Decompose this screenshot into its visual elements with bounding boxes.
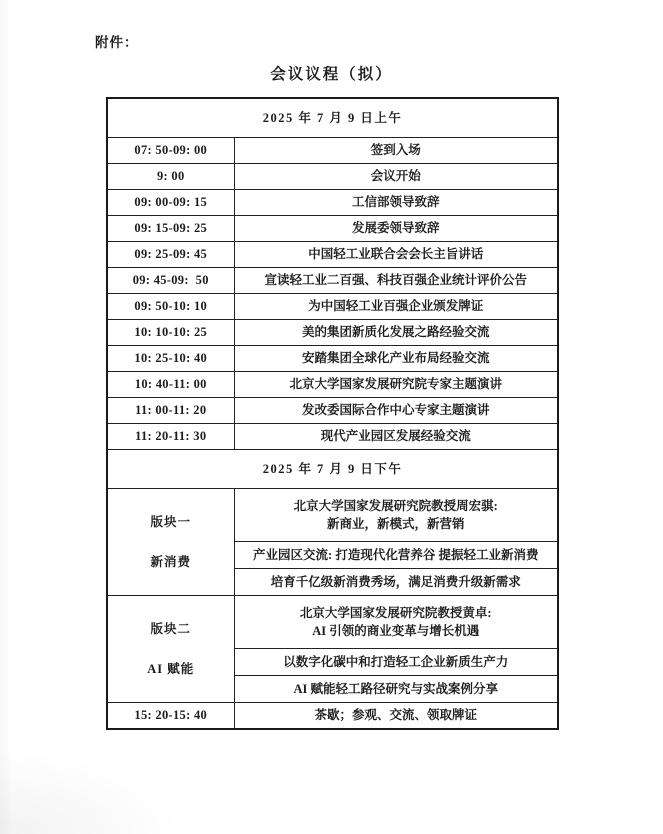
table-row (107, 294, 558, 320)
time-cell: 10: 40-11: 00 (107, 372, 234, 398)
table-row (107, 596, 558, 649)
time-cell: 10: 25-10: 40 (107, 346, 234, 372)
time-cell: 11: 20-11: 30 (107, 424, 234, 450)
event-cell (234, 596, 558, 649)
document-body (106, 62, 557, 730)
event-cell: AI 赋能轻工路径研究与实战案例分享 (234, 676, 558, 703)
time-cell: 9: 00 (107, 164, 234, 190)
event-line2: 新商业，新模式，新营销 (327, 517, 465, 531)
table-row (107, 320, 558, 346)
table-row (107, 164, 558, 190)
agenda-table (106, 97, 559, 730)
event-cell: 会议开始 (234, 164, 558, 190)
time-cell: 09: 00-09: 15 (107, 190, 234, 216)
event-cell: 宣读轻工业二百强、科技百强企业统计评价公告 (234, 268, 558, 294)
table-row (107, 703, 558, 730)
event-cell: 发改委国际合作中心专家主题演讲 (234, 398, 558, 424)
time-cell: 15: 20-15: 40 (107, 703, 234, 730)
section-label-bottom: AI 赋能 (147, 662, 195, 676)
event-line1: 北京大学国家发展研究院教授周宏骐: (293, 498, 498, 513)
event-line1: 北京大学国家发展研究院教授黄卓: (299, 605, 492, 620)
table-row (107, 424, 558, 450)
table-row (107, 242, 558, 268)
table-row (107, 268, 558, 294)
section-label-bottom: 新消费 (150, 555, 191, 569)
morning-header: 2025 年 7 月 9 日上午 (107, 98, 558, 138)
section-label-cell (107, 596, 234, 703)
event-cell (234, 489, 558, 542)
event-cell: 为中国轻工业百强企业颁发牌证 (234, 294, 558, 320)
section-label-top: 版块二 (150, 621, 191, 636)
attachment-label: 附件： (95, 35, 139, 50)
table-row (107, 398, 558, 424)
time-cell: 11: 00-11: 20 (107, 398, 234, 424)
time-cell: 09: 45-09: 50 (107, 268, 234, 294)
event-cell: 发展委领导致辞 (234, 216, 558, 242)
event-cell: 工信部领导致辞 (234, 190, 558, 216)
time-cell: 07: 50-09: 00 (107, 138, 234, 164)
event-cell: 产业园区交流: 打造现代化营养谷 提振轻工业新消费 (234, 542, 558, 569)
table-row (107, 138, 558, 164)
time-cell: 09: 50-10: 10 (107, 294, 234, 320)
time-cell: 09: 15-09: 25 (107, 216, 234, 242)
event-cell: 美的集团新质化发展之路经验交流 (234, 320, 558, 346)
table-row (107, 346, 558, 372)
table-row (107, 98, 558, 138)
table-row (107, 216, 558, 242)
afternoon-header: 2025 年 7 月 9 日下午 (107, 450, 558, 489)
event-cell: 签到入场 (234, 138, 558, 164)
event-cell: 茶歇；参观、交流、领取牌证 (234, 703, 558, 730)
time-cell: 09: 25-09: 45 (107, 242, 234, 268)
event-line2: AI 引领的商业变革与增长机遇 (312, 624, 480, 638)
section-label-cell (107, 489, 234, 596)
table-row (107, 372, 558, 398)
table-row (107, 190, 558, 216)
page-title: 会议议程（拟） (270, 66, 393, 83)
time-cell: 10: 10-10: 25 (107, 320, 234, 346)
event-cell: 现代产业园区发展经验交流 (234, 424, 558, 450)
event-cell: 北京大学国家发展研究院专家主题演讲 (234, 372, 558, 398)
section-label-top: 版块一 (150, 514, 191, 529)
table-row (107, 489, 558, 542)
event-cell: 培育千亿级新消费秀场，满足消费升级新需求 (234, 569, 558, 596)
event-cell: 以数字化碳中和打造轻工企业新质生产力 (234, 649, 558, 676)
event-cell: 安踏集团全球化产业布局经验交流 (234, 346, 558, 372)
event-cell: 中国轻工业联合会会长主旨讲话 (234, 242, 558, 268)
table-row (107, 450, 558, 489)
